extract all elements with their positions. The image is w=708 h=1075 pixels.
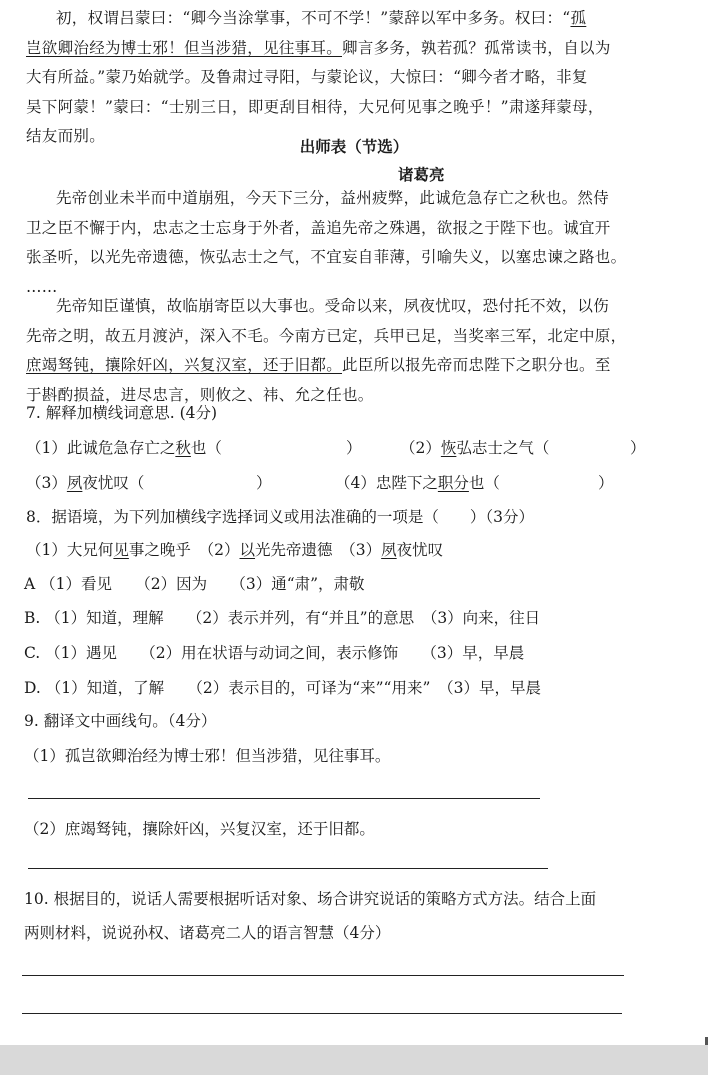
- q7-item1-pre: （1）此诚危急存亡之: [26, 439, 176, 457]
- q7-item2-close: ）: [630, 439, 646, 457]
- q8-items-word2: 以: [239, 541, 256, 559]
- passage2-paragraph2: [26, 292, 686, 410]
- q8-items: [26, 538, 443, 562]
- q9-answer-line2[interactable]: [28, 868, 548, 869]
- q7-item1: [26, 436, 222, 460]
- q7-item4-close: ）: [598, 474, 614, 492]
- q7-item4-pre: （4）忠陛下之: [335, 474, 438, 492]
- passage2-p2-line2: 先帝之明，故五月渡泸，深入不毛。今南方已定，兵甲已足，当奖率三军，北定中原，: [26, 326, 627, 345]
- passage2-author: 诸葛亮: [398, 165, 445, 184]
- q9-answer-line1[interactable]: [28, 798, 540, 799]
- q8-items-a: （1）大兄何: [26, 541, 114, 559]
- q8-option-d: D. （1）知道，了解 （2）表示目的，可译为“来”“用来” （3）早，早晨: [24, 679, 542, 697]
- passage2-p1-line3: 张圣听，以光先帝遗德，恢弘志士之气，不宜妄自菲薄，引喻失义，以塞忠谏之路也。: [26, 248, 627, 266]
- q8-option-a: A （1）看见 （2）因为 （3）通“肃”，肃敬: [24, 575, 365, 593]
- passage1-line2: 卿言多务，孰若孤？孤常读书，自以为: [342, 38, 611, 57]
- passage1-underlined-start: 孤: [570, 9, 587, 27]
- passage2-paragraph1: [26, 184, 686, 302]
- q7-item2-word: 恢: [440, 439, 457, 457]
- q8-items-b: 事之晚乎 （2）: [128, 541, 240, 559]
- q7-item3-word: 夙: [66, 474, 83, 492]
- passage2-p2-line3: 此臣所以报先帝而忠陛下之职分也。至: [342, 356, 611, 374]
- q7-item1-post: 也（: [190, 439, 222, 457]
- q10-stem-line2: 两则材料，说说孙权、诸葛亮二人的语言智慧（4分）: [24, 924, 391, 942]
- q7-item4: [335, 471, 500, 495]
- passage2-p1-line2: 卫之臣不懈于内，忠志之士忘身于外者，盖追先帝之殊遇，欲报之于陛下也。诚宜开: [26, 218, 611, 237]
- passage1-line4: 吴下阿蒙！”蒙曰：“士别三日，即更刮目相待，大兄何见事之晚乎！”肃遂拜蒙母，: [26, 97, 604, 116]
- passage1-line5: 结友而别。: [26, 127, 106, 145]
- q8-option-c: C. （1）遇见 （2）用在状语与动词之间，表示修饰 （3）早，早晨: [24, 644, 525, 662]
- q7-item2-pre: （2）: [400, 439, 441, 457]
- passage2-title: 出师表（节选）: [299, 137, 409, 156]
- passage2-underlined-sentence: 庶竭驽钝，攘除奸凶，兴复汉室，还于旧都。: [26, 356, 343, 374]
- q8-items-word3: 夙: [381, 541, 397, 559]
- q8-stem: 8．据语境，为下列加横线字选择词义或用法准确的一项是（ ）（3分）: [26, 508, 534, 526]
- q7-item2: [400, 436, 549, 460]
- q9-sentence2: （2）庶竭驽钝，攘除奸凶，兴复汉室，还于旧都。: [24, 820, 375, 838]
- q9-stem: 9. 翻译文中画线句。（4分）: [24, 712, 217, 730]
- q7-item3-close: ）: [256, 474, 272, 492]
- passage1-text: [26, 4, 686, 152]
- q7-item4-post: 也（: [468, 474, 500, 492]
- q9-sentence1: （1）孤岂欲卿治经为博士邪！但当涉猎，见往事耳。: [24, 747, 391, 765]
- q7-item1-close: ）: [346, 439, 362, 457]
- passage2-p1-line1: 先帝创业未半而中道崩殂，今天下三分，益州疲弊，此诚危急存亡之秋也。然侍: [56, 189, 610, 207]
- q7-item4-word: 职分: [437, 474, 469, 492]
- q10-answer-line2[interactable]: [22, 1013, 622, 1014]
- q10-stem-line1: 10. 根据目的，说话人需要根据听话对象、场合讲究说话的策略方式方法。结合上面: [24, 890, 597, 908]
- q7-item3-pre: （3）: [26, 474, 67, 492]
- q7-item3-post: 夜忧叹（: [82, 474, 145, 492]
- q8-items-word1: 见: [113, 541, 129, 559]
- bottom-scroll-bar[interactable]: [0, 1045, 708, 1075]
- passage1-line1: 初，权谓吕蒙曰：“卿今当涂掌事，不可不学！”蒙辞以军中多务。权曰：“: [56, 9, 571, 27]
- passage2-p2-line4: 于斟酌损益，进尽忠言，则攸之、祎、允之任也。: [26, 385, 374, 404]
- passage2-p2-line1: 先帝知臣谨慎，故临崩寄臣以大事也。受命以来，夙夜忧叹，恐付托不效，以伤: [56, 297, 610, 315]
- q8-items-d: 夜忧叹: [396, 541, 444, 559]
- q10-answer-line1[interactable]: [22, 975, 624, 976]
- passage2-ellipsis: ……: [26, 277, 58, 296]
- q7-item1-word: 秋: [175, 439, 191, 457]
- passage1-underlined-sentence: 岂欲卿治经为博士邪！但当涉猎，见往事耳。: [26, 38, 343, 57]
- q8-option-b: B. （1）知道，理解 （2）表示并列，有“并且”的意思 （3）向来，往日: [24, 609, 541, 627]
- q8-items-c: 光先帝遗德 （3）: [255, 541, 382, 559]
- q7-stem: 7. 解释加横线词意思. (4分): [26, 404, 218, 422]
- q7-item3: [26, 471, 144, 495]
- q7-item2-post: 弘志士之气（: [456, 439, 550, 457]
- passage1-line3: 大有所益。”蒙乃始就学。及鲁肃过寻阳，与蒙论议，大惊曰：“卿今者才略，非复: [26, 68, 588, 86]
